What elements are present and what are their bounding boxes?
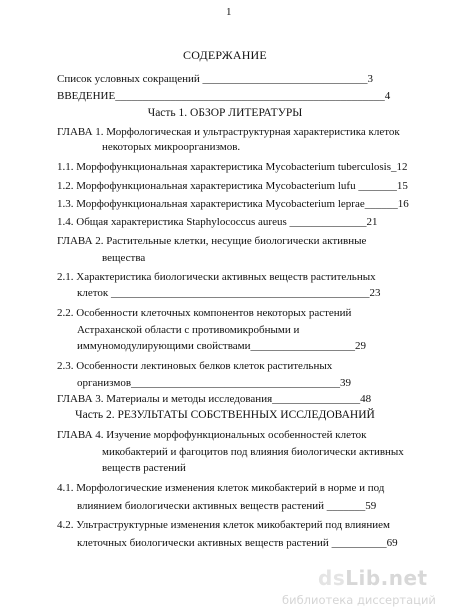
toc-entry-4-2-cont: клеточных биологически активных веществ растений __________69 [77,537,398,549]
chapter-heading-1-cont: некоторых микроорганизмов. [102,141,241,153]
toc-entry-4-2: 4.2. Ультраструктурные изменения клеток микобактерий под влиянием [57,519,390,531]
toc-entry-2-1: 2.1. Характеристика биологически активных веществ растительных [57,271,376,283]
toc-entry-1-2: 1.2. Морфофункциональная характеристика Mycobacterium lufu _______15 [57,180,408,192]
toc-entry-2-2-cont1: Астраханской области с противомикробными и [77,324,300,336]
toc-entry-1-3: 1.3. Морфофункциональная характеристика Mycobacterium leprae______16 [57,198,409,210]
part-heading-1: Часть 1. ОБЗОР ЛИТЕРАТУРЫ [147,107,303,119]
part-heading-2: Часть 2. РЕЗУЛЬТАТЫ СОБСТВЕННЫХ ИССЛЕДОВАНИЙ [75,409,375,421]
toc-entry-2-2: 2.2. Особенности клеточных компонентов некоторых растений [57,307,352,319]
toc-entry-2-3-cont: организмов______________________________________39 [77,377,352,389]
watermark-logo-prefix: ds [318,566,346,590]
toc-entry-4-1: 4.1. Морфологические изменения клеток микобактерий в норме и под [57,482,385,494]
toc-entry-abbreviations: Список условных сокращений ______________________________3 [57,73,374,85]
chapter-heading-4: ГЛАВА 4. Изучение морфофункциональных особенностей клеток [57,429,367,441]
page-title: СОДЕРЖАНИЕ [183,48,267,62]
toc-entry-introduction: ВВЕДЕНИЕ_________________________________________________4 [57,90,391,102]
chapter-heading-3: ГЛАВА 3. Материалы и методы исследования________________48 [57,393,372,405]
chapter-heading-2-cont: вещества [102,252,146,264]
chapter-heading-4-cont2: веществ растений [102,462,186,474]
toc-entry-1-1: 1.1. Морфофункциональная характеристика Mycobacterium tuberculosis_12 [57,161,408,173]
page-number: 1 [226,6,232,18]
toc-entry-4-1-cont: влиянием биологически активных веществ растений _______59 [77,500,377,512]
chapter-heading-4-cont1: микобактерий и фагоцитов под влияния биологически активных [102,446,404,458]
chapter-heading-1: ГЛАВА 1. Морфологическая и ультраструктурная характеристика клеток [57,126,400,138]
toc-entry-1-4: 1.4. Общая характеристика Staphylococcus aureus ______________21 [57,216,378,228]
watermark-logo-rest: Lib.net [345,566,428,590]
toc-entry-2-3: 2.3. Особенности лектиновых белков клеток растительных [57,360,333,372]
toc-entry-2-2-cont2: иммуномодулирующими свойствами___________________29 [77,340,367,352]
chapter-heading-2: ГЛАВА 2. Растительные клетки, несущие биологически активные [57,235,367,247]
watermark-logo [318,566,428,590]
watermark-subtitle: библиотека диссертаций [282,593,436,607]
toc-entry-2-1-cont: клеток _______________________________________________23 [77,287,381,299]
